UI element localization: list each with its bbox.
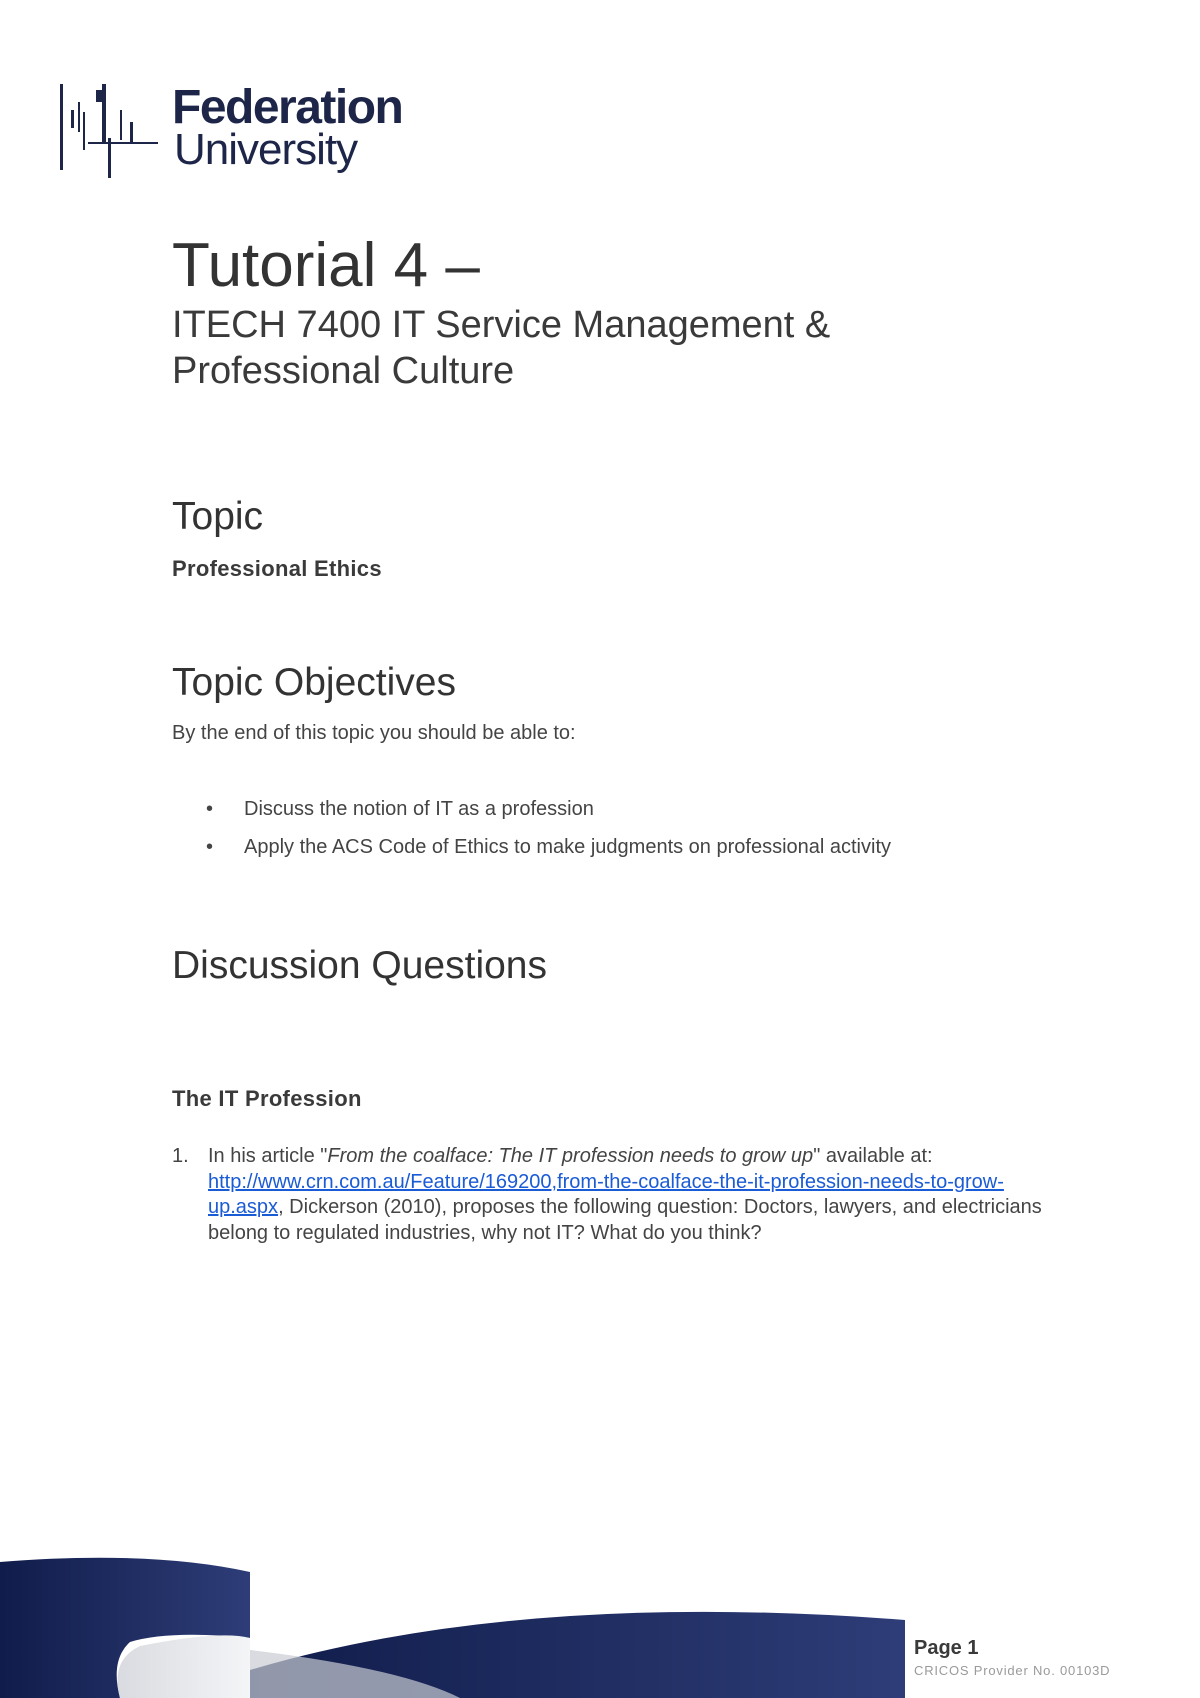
logo-wordmark-university: University	[174, 125, 358, 174]
article-title: From the coalface: The IT profession needs to grow up	[327, 1145, 814, 1167]
question-number: 1.	[172, 1145, 189, 1167]
bullet-icon: •	[206, 836, 214, 858]
objectives-intro: By the end of this topic you should be able to:	[172, 722, 576, 744]
federation-university-logo-mark	[58, 82, 168, 182]
cricos-provider: CRICOS Provider No. 00103D	[914, 1663, 1111, 1678]
page-number: Page 1	[914, 1637, 979, 1659]
objectives-heading: Topic Objectives	[172, 661, 456, 704]
list-item	[172, 833, 891, 871]
university-logo	[58, 82, 418, 182]
footer-wave-graphic	[0, 1550, 910, 1698]
logo-wordmark-federation: Federation	[172, 81, 403, 134]
document-title: Tutorial 4 –	[172, 231, 480, 300]
question-prefix: In his article "	[208, 1145, 328, 1167]
topic-name: Professional Ethics	[172, 556, 382, 581]
article-link[interactable]: http://www.crn.com.au/Feature/169200,from-the-coalface-the-it-profession-needs-to-grow-up.aspx	[208, 1170, 1004, 1218]
discussion-heading: Discussion Questions	[172, 944, 547, 987]
objective-text: Apply the ACS Code of Ethics to make judgments on professional activity	[244, 836, 892, 858]
question-after-title: " available at:	[813, 1145, 933, 1167]
objective-text: Discuss the notion of IT as a profession	[244, 798, 594, 820]
objectives-list	[172, 795, 891, 871]
topic-heading: Topic	[172, 495, 264, 538]
question-text	[208, 1144, 1062, 1246]
discussion-subheading: The IT Profession	[172, 1086, 362, 1111]
question-1	[172, 1144, 1072, 1246]
document-subtitle: ITECH 7400 IT Service Management & Professional Culture	[172, 304, 831, 393]
list-item	[172, 795, 891, 833]
question-rest: , Dickerson (2010), proposes the following question: Doctors, lawyers, and electricians belong to regulated industries, why not IT? What do you think?	[208, 1196, 1042, 1244]
bullet-icon: •	[206, 798, 214, 820]
